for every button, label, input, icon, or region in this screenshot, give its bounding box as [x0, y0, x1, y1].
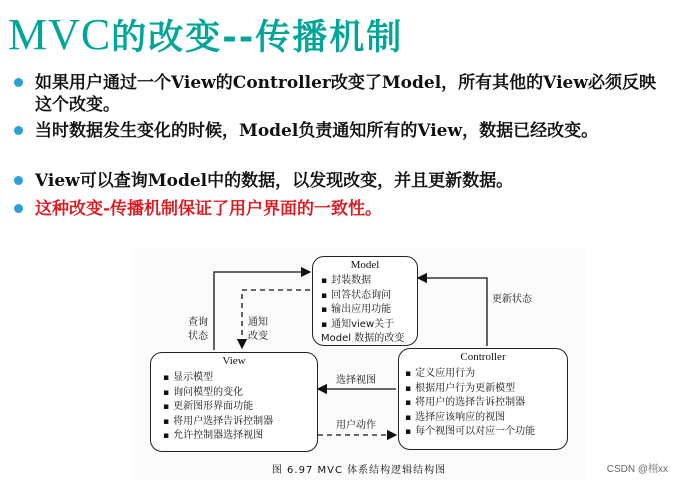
- bullet-dot-icon: [14, 176, 23, 185]
- bullet-text: 这种改变-传播机制保证了用户界面的一致性。: [35, 199, 383, 219]
- title-mvc: MVC: [8, 10, 112, 59]
- model-item: ▪ 输出应用功能: [321, 303, 417, 318]
- model-title: Model: [350, 259, 380, 271]
- controller-title: Controller: [460, 351, 506, 363]
- controller-item: ▪ 根据用户行为更新模型: [405, 382, 535, 397]
- arrow-update-state: [418, 278, 487, 346]
- controller-items: [405, 367, 535, 440]
- model-items: [321, 274, 417, 346]
- controller-item: ▪ 定义应用行为: [405, 367, 535, 382]
- model-item: ▪ 回答状态询问: [321, 289, 417, 304]
- controller-item: ▪ 将用户的选择告诉控制器: [405, 396, 535, 411]
- bullet-dot-icon: [14, 204, 23, 213]
- view-item: ▪ 更新图形界面功能: [163, 400, 273, 415]
- controller-box: [398, 348, 568, 450]
- bullet-dot-icon: [14, 126, 23, 135]
- bullet-dot-icon: [14, 78, 23, 87]
- view-item: ▪ 允许控制器选择视图: [163, 429, 273, 444]
- slide-title: [8, 6, 403, 64]
- model-item: ▪ 通知view关于Model 数据的改变: [321, 318, 417, 346]
- bullet-item: [10, 170, 660, 192]
- bullet-item: [10, 72, 660, 116]
- controller-item: ▪ 选择应该响应的视图: [405, 411, 535, 426]
- label-select-view: 选择视图: [336, 375, 376, 386]
- bullet-text: View可以查询Model中的数据，以发现改变，并且更新数据。: [35, 171, 514, 191]
- view-items: [163, 371, 273, 444]
- bullet-item-highlight: [10, 198, 660, 220]
- mvc-diagram: [132, 248, 586, 480]
- bullet-text: 当时数据发生变化的时候，Model负责通知所有的View，数据已经改变。: [35, 121, 599, 141]
- bullet-item: [10, 120, 660, 164]
- label-update-state: 更新状态: [492, 294, 532, 305]
- view-item: ▪ 显示模型: [163, 371, 273, 386]
- watermark: CSDN @栩xx: [606, 464, 668, 475]
- view-item: ▪ 询问模型的变化: [163, 386, 273, 401]
- model-box: [312, 256, 418, 346]
- bullet-text: 如果用户通过一个View的Controller改变了Model，所有其他的View必须反映这个改变。: [35, 73, 656, 115]
- model-item: ▪ 封装数据: [321, 274, 417, 289]
- view-item: ▪ 将用户选择告诉控制器: [163, 415, 273, 430]
- controller-item: ▪ 每个视图可以对应一个功能: [405, 425, 535, 440]
- label-user-action: 用户动作: [336, 420, 376, 431]
- figure-caption: 图 6.97 MVC 体系结构逻辑结构图: [271, 465, 447, 476]
- view-box: [150, 352, 318, 452]
- view-title: View: [222, 355, 246, 367]
- label-query-state: 查询 状态: [188, 317, 208, 342]
- title-rest: 的改变--传播机制: [111, 18, 404, 58]
- bullet-list: [10, 72, 660, 224]
- label-notify-change: 通知 改变: [248, 317, 268, 342]
